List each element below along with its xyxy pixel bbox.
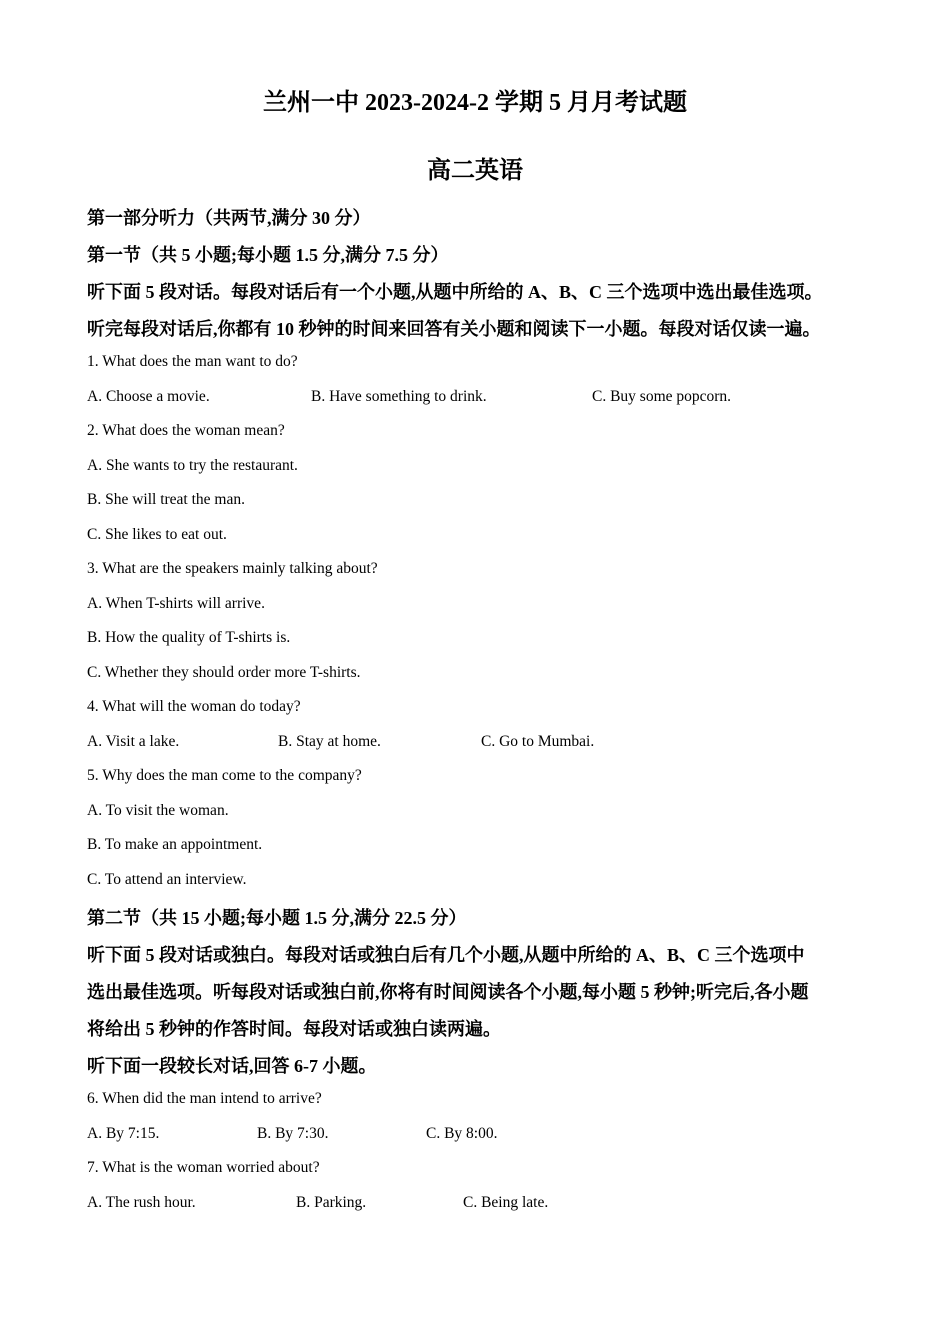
option-c: C. To attend an interview. xyxy=(87,871,247,888)
section1-instruction: 听完每段对话后,你都有 10 秒钟的时间来回答有关小题和阅读下一小题。每段对话仅读一遍。 xyxy=(87,319,821,339)
section2-instruction: 听下面 5 段对话或独白。每段对话或独白后有几个小题,从题中所给的 A、B、C 三个选项中 xyxy=(87,945,805,965)
exam-subject: 高二英语 xyxy=(427,158,523,184)
option-c: C. Go to Mumbai. xyxy=(481,733,595,750)
question-text: 2. What does the woman mean? xyxy=(87,422,285,439)
dialogue-instruction: 听下面一段较长对话,回答 6-7 小题。 xyxy=(87,1056,377,1076)
option-a: A. When T-shirts will arrive. xyxy=(87,595,265,612)
option-c: C. Being late. xyxy=(463,1194,549,1211)
option-c: C. She likes to eat out. xyxy=(87,526,227,543)
option-c: C. By 8:00. xyxy=(426,1125,498,1142)
option-a: A. To visit the woman. xyxy=(87,802,229,819)
part-heading: 第一部分听力（共两节,满分 30 分） xyxy=(87,208,371,228)
question-text: 5. Why does the man come to the company? xyxy=(87,767,362,784)
option-a: A. Choose a movie. xyxy=(87,388,210,405)
section1-heading: 第一节（共 5 小题;每小题 1.5 分,满分 7.5 分） xyxy=(87,245,449,265)
option-a: A. Visit a lake. xyxy=(87,733,180,750)
option-c: C. Whether they should order more T-shirts. xyxy=(87,664,361,681)
option-c: C. Buy some popcorn. xyxy=(592,388,732,405)
option-b: B. She will treat the man. xyxy=(87,491,245,508)
option-b: B. Parking. xyxy=(296,1194,367,1211)
option-a: A. She wants to try the restaurant. xyxy=(87,457,298,474)
question-text: 3. What are the speakers mainly talking about? xyxy=(87,560,378,577)
section2-heading: 第二节（共 15 小题;每小题 1.5 分,满分 22.5 分） xyxy=(87,908,467,928)
section2-instruction: 选出最佳选项。听每段对话或独白前,你将有时间阅读各个小题,每小题 5 秒钟;听完后,各小题 xyxy=(87,982,809,1002)
option-b: B. Stay at home. xyxy=(278,733,381,750)
option-b: B. By 7:30. xyxy=(257,1125,329,1142)
option-b: B. Have something to drink. xyxy=(311,388,487,405)
question-text: 6. When did the man intend to arrive? xyxy=(87,1090,322,1107)
option-b: B. To make an appointment. xyxy=(87,836,263,853)
section2-instruction: 将给出 5 秒钟的作答时间。每段对话或独白读两遍。 xyxy=(87,1019,501,1039)
question-text: 7. What is the woman worried about? xyxy=(87,1159,320,1176)
section1-instruction: 听下面 5 段对话。每段对话后有一个小题,从题中所给的 A、B、C 三个选项中选出最佳选项。 xyxy=(87,282,823,302)
option-a: A. By 7:15. xyxy=(87,1125,160,1142)
question-text: 4. What will the woman do today? xyxy=(87,698,301,715)
question-text: 1. What does the man want to do? xyxy=(87,353,298,370)
exam-title: 兰州一中 2023-2024-2 学期 5 月月考试题 xyxy=(263,90,687,116)
option-b: B. How the quality of T-shirts is. xyxy=(87,629,291,646)
option-a: A. The rush hour. xyxy=(87,1194,196,1211)
